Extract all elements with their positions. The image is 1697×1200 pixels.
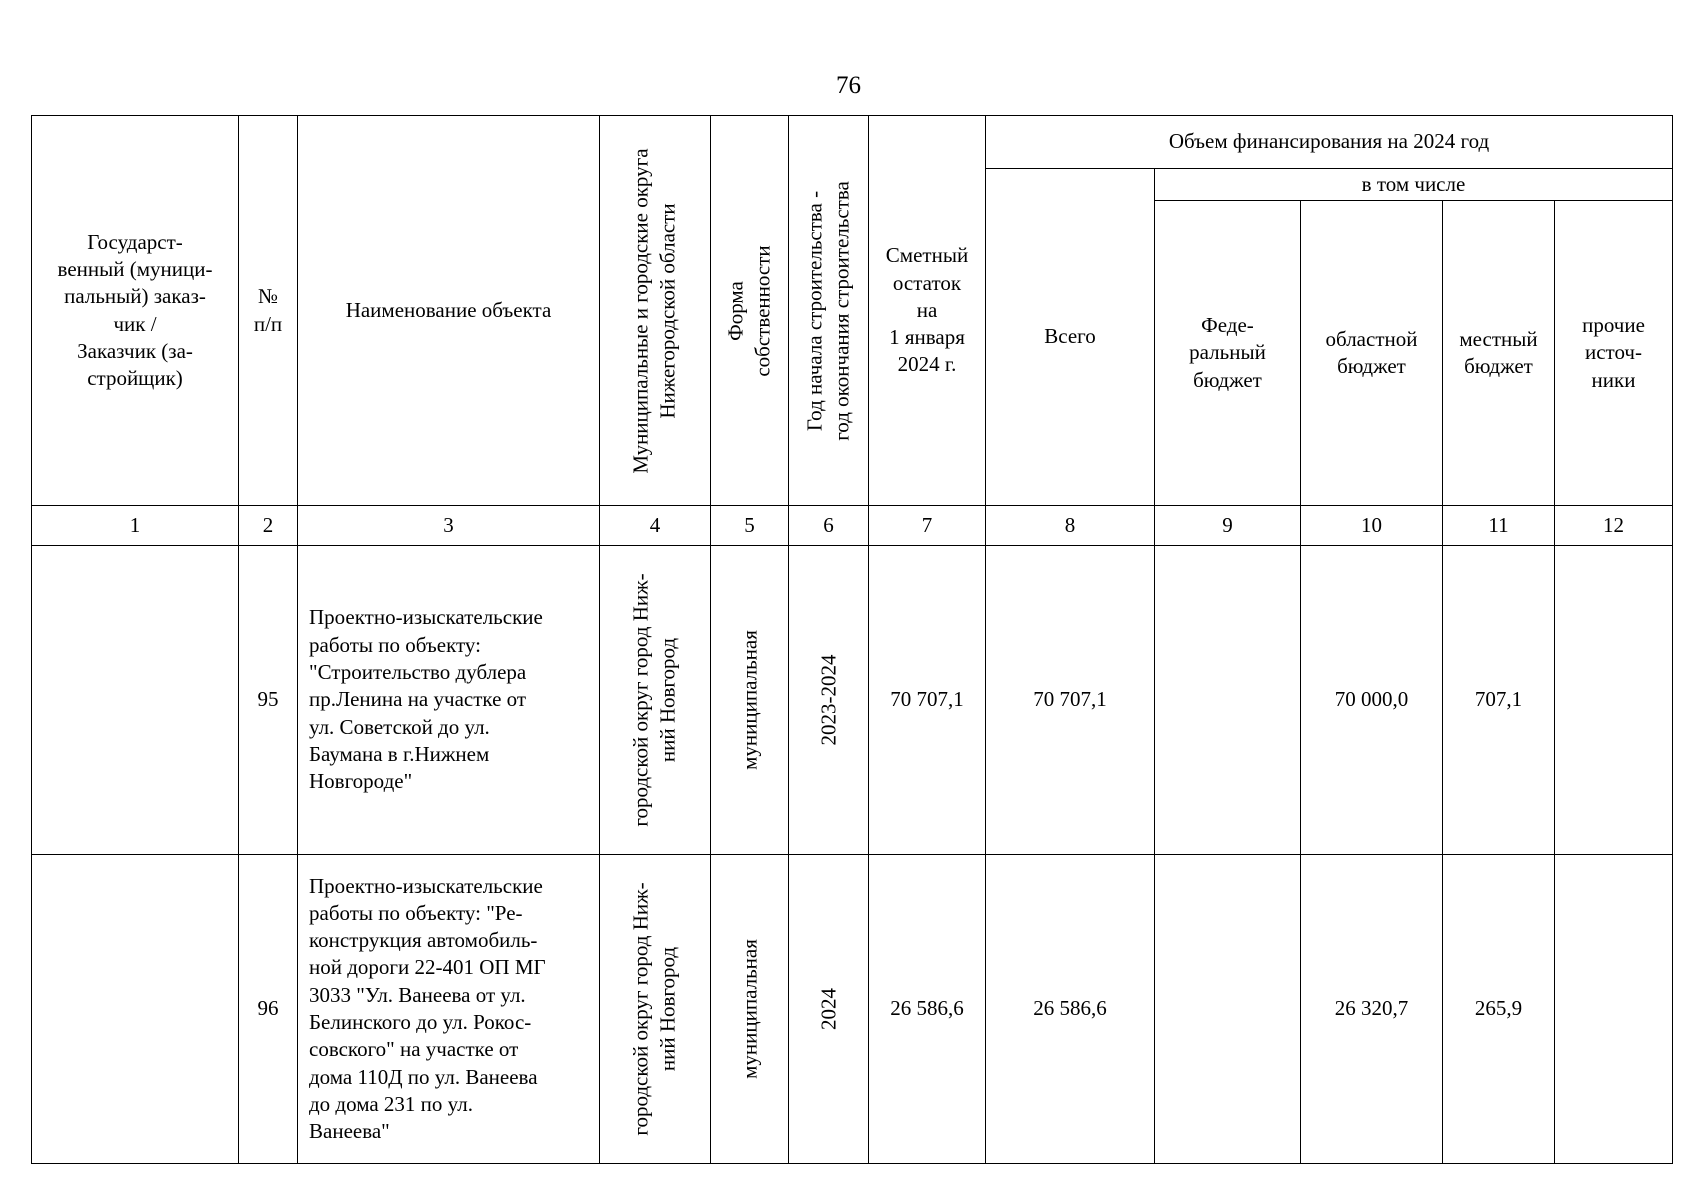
text-line: Заказчик (за- — [77, 338, 193, 363]
text-line: ральный — [1189, 340, 1266, 365]
row-object-name — [298, 855, 600, 1164]
text-line: 1 января — [889, 325, 965, 350]
header-funding-title: Объем финансирования на 2024 год — [986, 116, 1673, 169]
text-line: Баумана в г.Нижнем — [309, 741, 490, 766]
header-customer — [32, 116, 239, 506]
column-number: 11 — [1443, 506, 1555, 546]
text-line: собственности — [750, 244, 775, 377]
text-line: "Строительство дублера — [309, 660, 527, 685]
text-line: работы по объекту: "Ре- — [309, 900, 523, 925]
header-including: в том числе — [1155, 169, 1673, 201]
table-row — [32, 546, 1673, 855]
text-line: Государст- — [87, 229, 183, 254]
header-total: Всего — [986, 169, 1155, 506]
row-customer — [32, 855, 239, 1164]
text-line: Форма — [723, 280, 748, 341]
row-regional-budget: 26 320,7 — [1301, 855, 1443, 1164]
header-municipality — [600, 116, 711, 506]
text-line: на — [916, 297, 938, 322]
text-line: 3033 "Ул. Ванеева от ул. — [309, 982, 526, 1007]
text-line: работы по объекту: — [309, 632, 481, 657]
header-estimate — [869, 116, 986, 506]
row-years: 2024 — [789, 855, 869, 1164]
text-line: Новгороде" — [309, 769, 413, 794]
row-federal-budget — [1155, 855, 1301, 1164]
text-line: Ванеева" — [309, 1119, 390, 1144]
row-regional-budget: 70 000,0 — [1301, 546, 1443, 855]
text-line: п/п — [253, 311, 283, 336]
header-federal-budget — [1155, 201, 1301, 506]
row-total: 70 707,1 — [986, 546, 1155, 855]
header-other-sources — [1555, 201, 1673, 506]
funding-table — [31, 115, 1673, 1164]
column-number: 10 — [1301, 506, 1443, 546]
row-municipality — [600, 855, 711, 1164]
row-federal-budget — [1155, 546, 1301, 855]
text-line: городской округ город Ниж- — [628, 882, 653, 1136]
text-line: Муниципальные и городские округа — [628, 147, 653, 474]
text-line: ний Новгород — [656, 637, 680, 763]
text-line: стройщик) — [87, 366, 183, 391]
text-line: бюджет — [1337, 354, 1406, 378]
text-line: Феде- — [1201, 313, 1254, 338]
text-line: № — [257, 284, 279, 309]
column-number: 6 — [789, 506, 869, 546]
text-line: ний Новгород — [656, 946, 680, 1072]
row-number: 95 — [239, 546, 298, 855]
text-line: ной дороги 22-401 ОП МГ — [309, 955, 546, 980]
text-line: областной — [1325, 326, 1418, 351]
page-number: 76 — [836, 72, 861, 99]
header-number — [239, 116, 298, 506]
row-total: 26 586,6 — [986, 855, 1155, 1164]
header-local-budget — [1443, 201, 1555, 506]
text-line: источ- — [1585, 340, 1642, 365]
header-ownership — [711, 116, 789, 506]
text-line: конструкция автомобиль- — [309, 928, 538, 953]
text-line: ники — [1591, 367, 1636, 392]
header-object-name: Наименование объекта — [298, 116, 600, 506]
text-line: Белинского до ул. Рокос- — [309, 1010, 532, 1034]
column-number: 7 — [869, 506, 986, 546]
text-line: пр.Ленина на участке от — [309, 687, 527, 712]
row-customer — [32, 546, 239, 855]
column-number: 8 — [986, 506, 1155, 546]
text-line: остаток — [892, 270, 962, 295]
column-number: 1 — [32, 506, 239, 546]
column-number: 9 — [1155, 506, 1301, 546]
column-number: 2 — [239, 506, 298, 546]
text-line: местный — [1459, 326, 1538, 351]
text-line: городской округ город Ниж- — [628, 573, 653, 827]
text-line: Проектно-изыскательские — [309, 605, 543, 630]
text-line: Нижегородской области — [656, 202, 680, 419]
column-number: 12 — [1555, 506, 1673, 546]
text-line: дома 110Д по ул. Ванеева — [309, 1064, 538, 1089]
text-line: бюджет — [1464, 354, 1533, 378]
row-local-budget: 707,1 — [1443, 546, 1555, 855]
text-line: бюджет — [1193, 367, 1262, 392]
row-estimate: 70 707,1 — [869, 546, 986, 855]
column-numbers-row — [32, 506, 1673, 546]
row-object-name — [298, 546, 600, 855]
header-years — [789, 116, 869, 506]
row-ownership: муниципальная — [711, 546, 789, 855]
row-local-budget: 265,9 — [1443, 855, 1555, 1164]
row-other-sources — [1555, 546, 1673, 855]
text-line: венный (муници- — [57, 256, 213, 281]
text-line: пальный) заказ- — [64, 284, 206, 309]
row-number: 96 — [239, 855, 298, 1164]
row-years: 2023-2024 — [789, 546, 869, 855]
text-line: чик / — [113, 311, 157, 336]
table-row — [32, 855, 1673, 1164]
text-line: совского" на участке от — [309, 1037, 519, 1062]
header-regional-budget — [1301, 201, 1443, 506]
row-other-sources — [1555, 855, 1673, 1164]
row-municipality — [600, 546, 711, 855]
text-line: Проектно-изыскательские — [309, 873, 543, 898]
row-estimate: 26 586,6 — [869, 855, 986, 1164]
text-line: до дома 231 по ул. — [309, 1091, 473, 1116]
text-line: ул. Советской до ул. — [309, 714, 490, 739]
column-number: 4 — [600, 506, 711, 546]
text-line: прочие — [1582, 313, 1645, 338]
column-number: 5 — [711, 506, 789, 546]
text-line: Сметный — [885, 243, 969, 268]
text-line: год окончания строительства — [829, 180, 854, 441]
row-ownership: муниципальная — [711, 855, 789, 1164]
text-line: 2024 г. — [897, 352, 957, 377]
text-line: Год начала строительства - — [802, 190, 827, 431]
column-number: 3 — [298, 506, 600, 546]
